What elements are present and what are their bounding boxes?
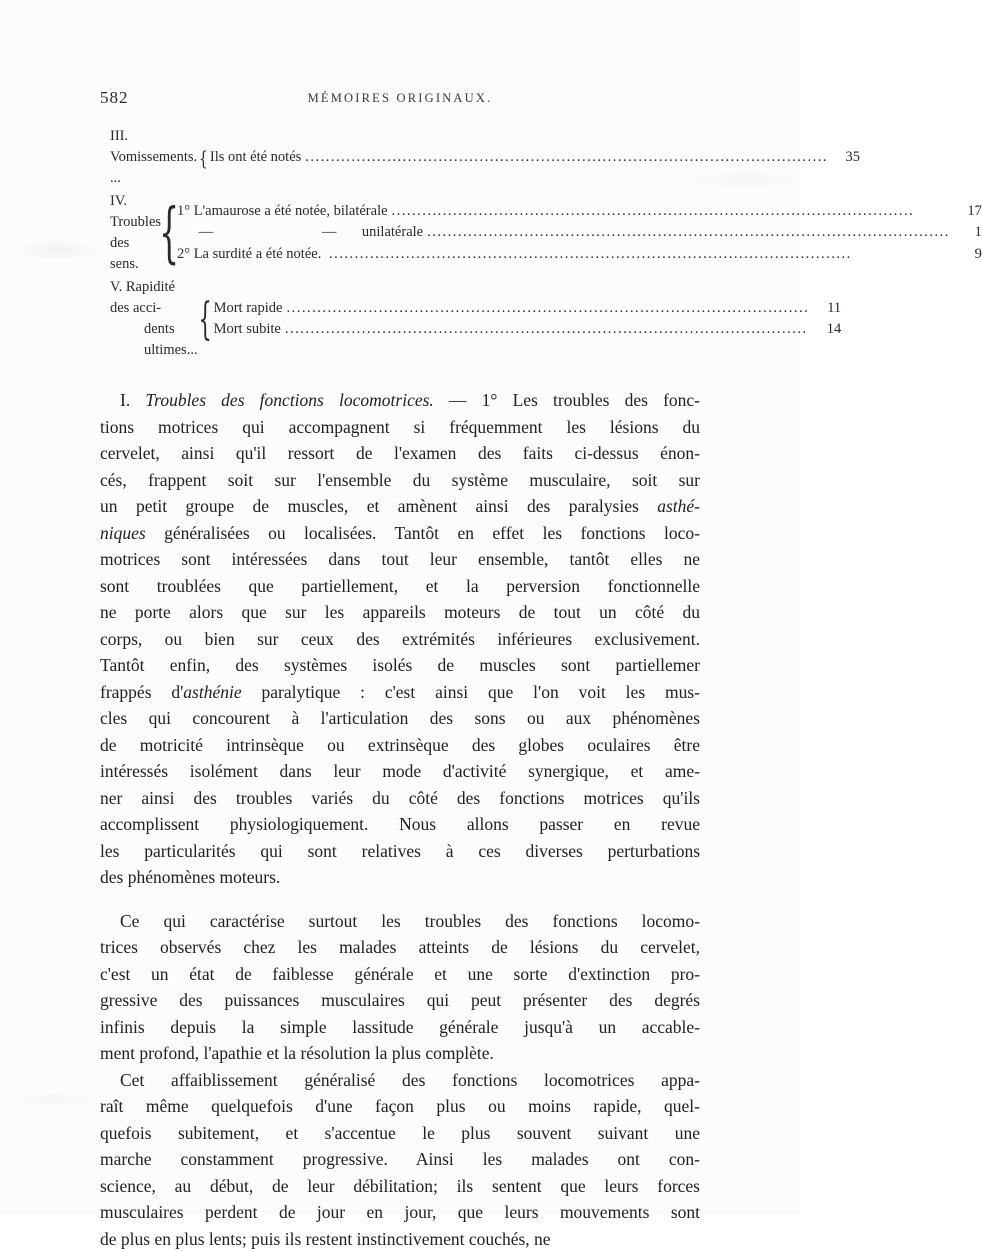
text-line [100,1120,700,1147]
text-line [100,732,700,759]
entry-text: Ils ont été notés [210,147,301,169]
dot-leader [305,147,828,169]
entry-line [177,222,982,244]
text-line [100,908,700,935]
italic-text: niques [100,523,146,543]
entry-line [177,201,982,223]
dot-leader [285,319,809,341]
left-brace [197,126,210,189]
table-row [100,277,700,361]
text-run: quefois subitement, et s'accentue le plus souvent suivant une [100,1123,700,1143]
text-run: un petit groupe de muscles, et amènent ainsi des paralysies [100,496,657,516]
text-run: marche constamment progressive. Ainsi les malades ont con- [100,1149,700,1169]
row-entries [177,191,982,275]
page-content [100,88,700,1252]
entry-text: Mort rapide [214,298,283,320]
running-title: MÉMOIRES ORIGINAUX. [100,88,700,106]
text-line [100,811,700,838]
text-line [100,520,700,547]
text-run: science, au début, de leur débilitation; ils sentent que leurs forces [100,1176,700,1196]
entry-value: 1 [954,222,982,244]
text-run: de motricité intrinsèque ou extrinsèque des globes oculaires être [100,735,700,755]
text-run: musculaires perdent de jour en jour, que leurs mouvements sont [100,1202,700,1222]
text-run: généralisées ou localisées. Tantôt en effet les fonctions loco- [146,523,700,543]
text-run: infinis depuis la simple lassitude générale jusqu'à un accable- [100,1017,700,1037]
text-run: motrices sont intéressées dans tout leur ensemble, tantôt elles ne [100,549,700,569]
text-run: cés, frappent soit sur l'ensemble du système musculaire, soit sur [100,470,700,490]
text-run: I. [120,390,145,410]
entry-line [210,147,860,169]
brace-glyph: { [159,200,179,266]
text-line [100,987,700,1014]
text-line [100,387,700,414]
text-run: tions motrices qui accompagnent si fréquemment les lésions du [100,417,700,437]
text-run: cervelet, ainsi qu'il ressort de l'examen des faits ci-dessus énon- [100,443,700,463]
text-line [100,961,700,988]
italic-text: asthé- [657,496,700,516]
italic-text: Troubles des fonctions locomotrices. [145,390,433,410]
entry-line [177,244,982,266]
text-line [100,1146,700,1173]
dot-leader [392,201,950,223]
entry-value: 14 [813,319,841,341]
text-run: Tantôt enfin, des systèmes isolés de muscles sont partiellemer [100,655,700,675]
text-line [100,705,700,732]
dot-leader [329,244,950,266]
row-label [100,126,197,189]
text-line [100,758,700,785]
brace-glyph: { [199,148,208,168]
text-line [100,1199,700,1226]
page-header [100,88,700,112]
dot-leader [286,298,809,320]
row-entries [210,126,860,189]
paragraph [100,908,700,1067]
entry-line [214,319,842,341]
dot-leader [427,222,950,244]
left-brace [161,191,177,275]
text-line [100,626,700,653]
text-run: gressive des puissances musculaires qui peut présenter des degrés [100,990,700,1010]
text-line [100,864,700,891]
entry-value: 17 [954,201,982,223]
entry-text: 2° La surdité a été notée. [177,244,325,266]
text-run: ne porte alors que sur les appareils moteurs de tout un côté du [100,602,700,622]
text-line [100,679,700,706]
row-label [100,191,161,275]
summary-table [100,126,700,361]
text-run: trices observés chez les malades atteints de lésions du cervelet, [100,937,700,957]
text-line [100,1093,700,1120]
row-label [100,277,198,361]
text-line [100,652,700,679]
row-entries [214,277,842,361]
entry-value: 35 [832,147,860,169]
text-line [100,1226,700,1252]
text-line [100,1040,700,1067]
text-run: de plus en plus lents; puis ils restent instinctivement couchés, ne [100,1229,551,1249]
text-run: ner ainsi des troubles variés du côté des fonctions motrices qu'ils [100,788,700,808]
entry-text: 1° L'amaurose a été notée, bilatérale [177,201,388,223]
entry-text: — — unilatérale [177,222,423,244]
entry-line [214,298,842,320]
text-run: des phénomènes moteurs. [100,867,280,887]
left-brace [198,277,214,361]
text-run: raît même quelquefois d'une façon plus ou moins rapide, quel- [100,1096,700,1116]
text-line [100,1173,700,1200]
text-run: frappés d' [100,682,183,702]
text-run: Ce qui caractérise surtout les troubles des fonctions locomo- [120,911,700,931]
text-run: — 1° Les troubles des fonc- [434,390,700,410]
text-run: ment profond, l'apathie et la résolution la plus complète. [100,1043,494,1063]
row-label-line: III. Vomissements. ... [110,126,197,189]
entry-value: 9 [954,244,982,266]
page-number: 582 [100,88,129,108]
entry-text: Mort subite [214,319,281,341]
text-line [100,573,700,600]
entry-value: 11 [813,298,841,320]
brace-glyph: { [199,297,212,341]
text-line [100,1067,700,1094]
text-run: sont troublées que partiellement, et la perversion fonctionnelle [100,576,700,596]
paragraph [100,1067,700,1252]
row-label-line: IV. Troubles des sens. [110,191,161,275]
table-row [100,191,700,275]
text-run: paralytique : c'est ainsi que l'on voit les mus- [242,682,700,702]
text-line [100,785,700,812]
text-run: accomplissent physiologiquement. Nous allons passer en revue [100,814,700,834]
text-run: cles qui concourent à l'articulation des sons ou aux phénomènes [100,708,700,728]
text-line [100,599,700,626]
text-line [100,467,700,494]
text-line [100,493,700,520]
text-line [100,838,700,865]
paragraph [100,387,700,891]
text-line [100,1014,700,1041]
text-line [100,414,700,441]
table-row [100,126,700,189]
text-line [100,934,700,961]
text-run: c'est un état de faiblesse générale et une sorte d'extinction pro- [100,964,700,984]
text-run: les particularités qui sont relatives à ces diverses perturbations [100,841,700,861]
text-run: intéressés isolément dans leur mode d'activité synergique, et ame- [100,761,700,781]
text-line [100,546,700,573]
row-label-line: V. Rapidité des acci- [110,277,198,319]
body-text [100,387,700,1252]
text-run: corps, ou bien sur ceux des extrémités inférieures exclusivement. [100,629,700,649]
italic-text: asthénie [183,682,241,702]
row-label-line: dents ultimes... [110,319,198,361]
text-run: Cet affaiblissement généralisé des fonctions locomotrices appa- [120,1070,700,1090]
text-line [100,440,700,467]
